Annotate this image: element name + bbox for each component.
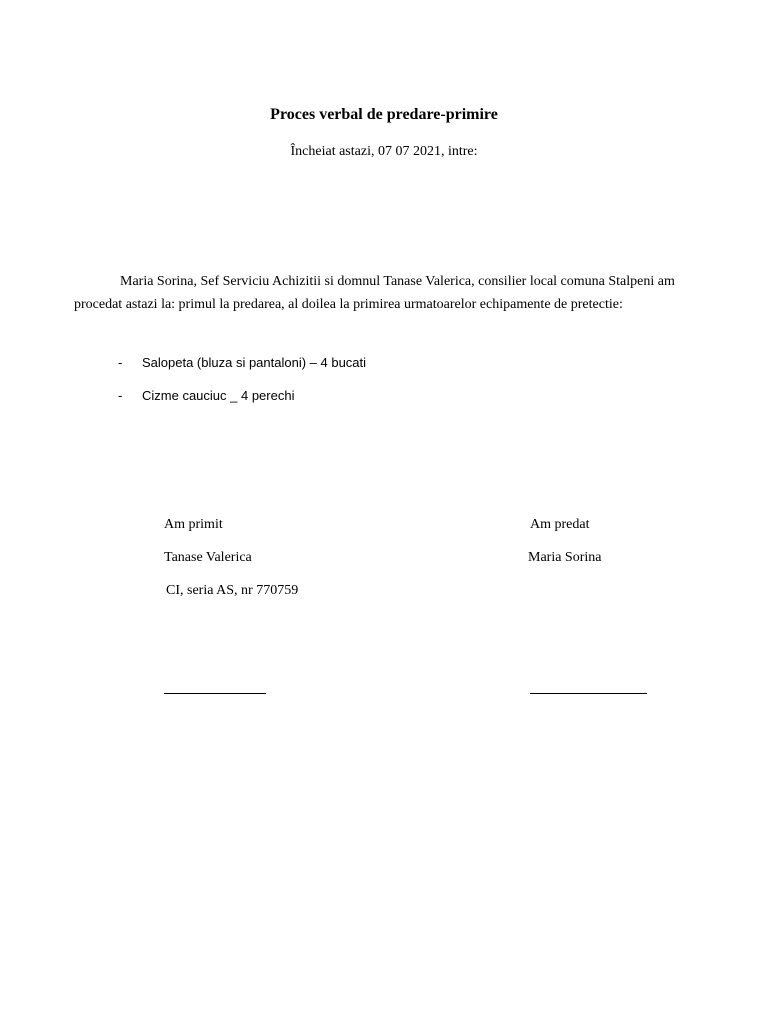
deliverer-signature-line: [530, 693, 647, 694]
list-item-text: Salopeta (bluza si pantaloni) – 4 bucati: [142, 355, 367, 370]
receiver-id-info: CI, seria AS, nr 770759: [166, 583, 299, 598]
deliverer-name: Maria Sorina: [528, 550, 602, 565]
document-title: Proces verbal de predare-primire: [270, 106, 498, 123]
receiver-signature-line: [164, 693, 266, 694]
list-item: [118, 354, 366, 372]
body-paragraph: Maria Sorina, Sef Serviciu Achizitii si domnul Tanase Valerica, consilier local comuna Stalpeni am procedat astazi la: primul la predarea, al doilea la primirea urmatoarelor echipamente de pretectie:: [74, 274, 675, 312]
list-item: [118, 387, 294, 405]
receiver-name: Tanase Valerica: [164, 550, 252, 565]
list-bullet: -: [118, 388, 123, 403]
document-subtitle: Încheiat astazi, 07 07 2021, intre:: [290, 144, 478, 159]
received-label: Am primit: [164, 517, 223, 532]
list-item-text: Cizme cauciuc _ 4 perechi: [142, 388, 295, 403]
list-bullet: -: [118, 355, 123, 370]
delivered-label: Am predat: [530, 517, 590, 532]
